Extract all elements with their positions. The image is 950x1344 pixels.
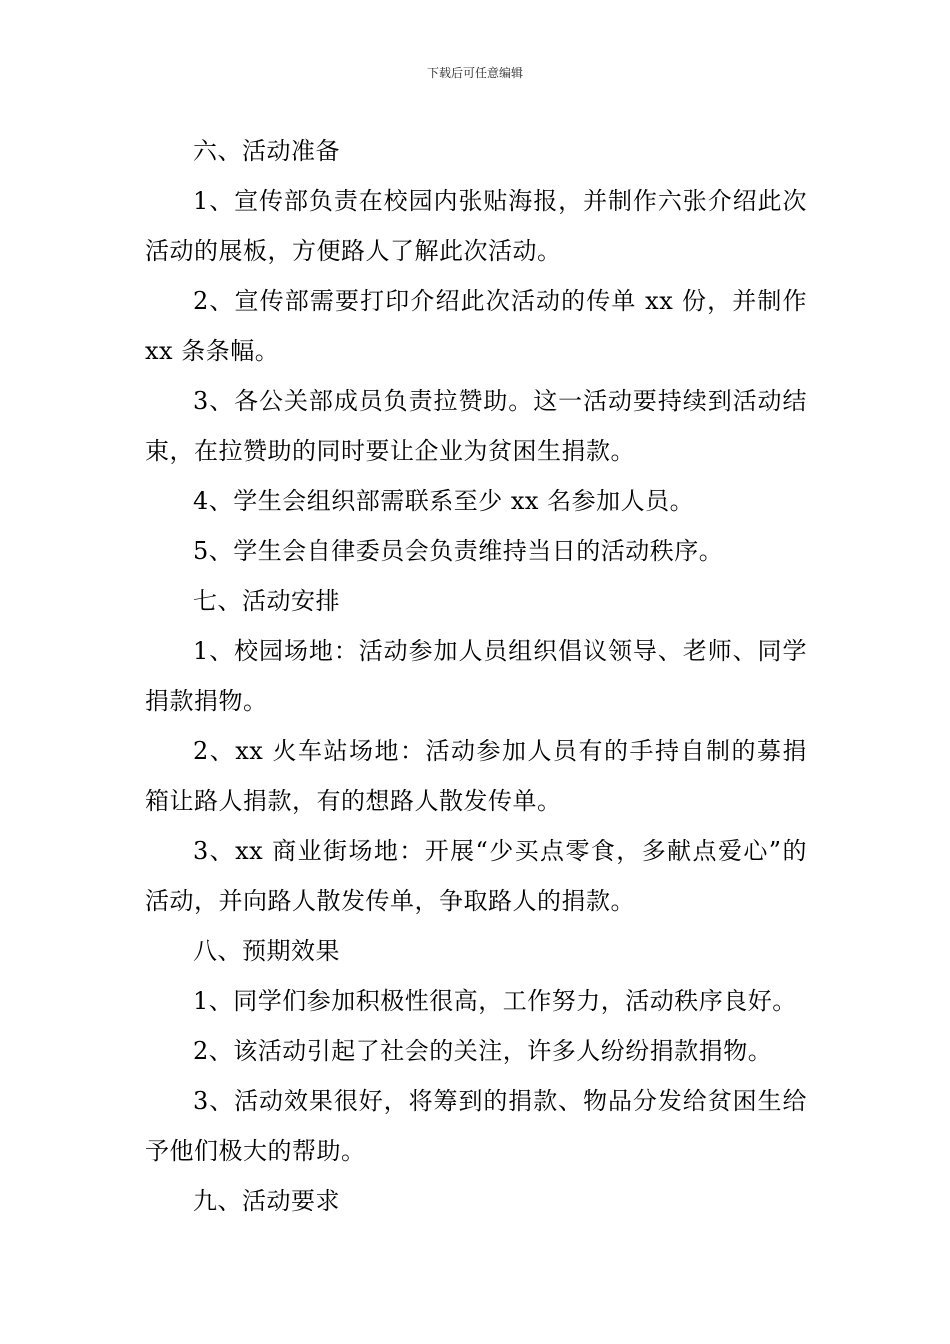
paragraph: 2、xx 火车站场地：活动参加人员有的手持自制的募捐箱让路人捐款，有的想路人散发传单。 — [145, 737, 807, 815]
paragraph: 3、xx 商业街场地：开展“少买点零食，多献点爱心”的活动，并向路人散发传单，争取路人的捐款。 — [145, 837, 807, 915]
paragraph: 2、该活动引起了社会的关注，许多人纷纷捐款捐物。 — [193, 1037, 773, 1065]
section-heading-arrangement: 七、活动安排 — [193, 587, 340, 615]
section-heading-expected-results: 八、预期效果 — [193, 937, 340, 965]
paragraph: 1、同学们参加积极性很高，工作努力，活动秩序良好。 — [193, 987, 797, 1015]
paragraph: 3、各公关部成员负责拉赞助。这一活动要持续到活动结束，在拉赞助的同时要让企业为贫困生捐款。 — [145, 387, 807, 465]
paragraph: 4、学生会组织部需联系至少 xx 名参加人员。 — [193, 487, 695, 515]
document-body — [145, 126, 807, 1226]
paragraph: 1、宣传部负责在校园内张贴海报，并制作六张介绍此次活动的展板，方便路人了解此次活动。 — [145, 187, 807, 265]
page-header: 下载后可任意编辑 — [426, 66, 523, 80]
paragraph: 5、学生会自律委员会负责维持当日的活动秩序。 — [193, 537, 724, 565]
section-heading-preparation: 六、活动准备 — [193, 137, 340, 165]
section-heading-requirements: 九、活动要求 — [193, 1187, 340, 1215]
paragraph: 3、活动效果很好，将筹到的捐款、物品分发给贫困生给予他们极大的帮助。 — [145, 1087, 807, 1165]
paragraph: 2、宣传部需要打印介绍此次活动的传单 xx 份，并制作 xx 条条幅。 — [145, 287, 807, 365]
paragraph: 1、校园场地：活动参加人员组织倡议领导、老师、同学捐款捐物。 — [145, 637, 807, 715]
